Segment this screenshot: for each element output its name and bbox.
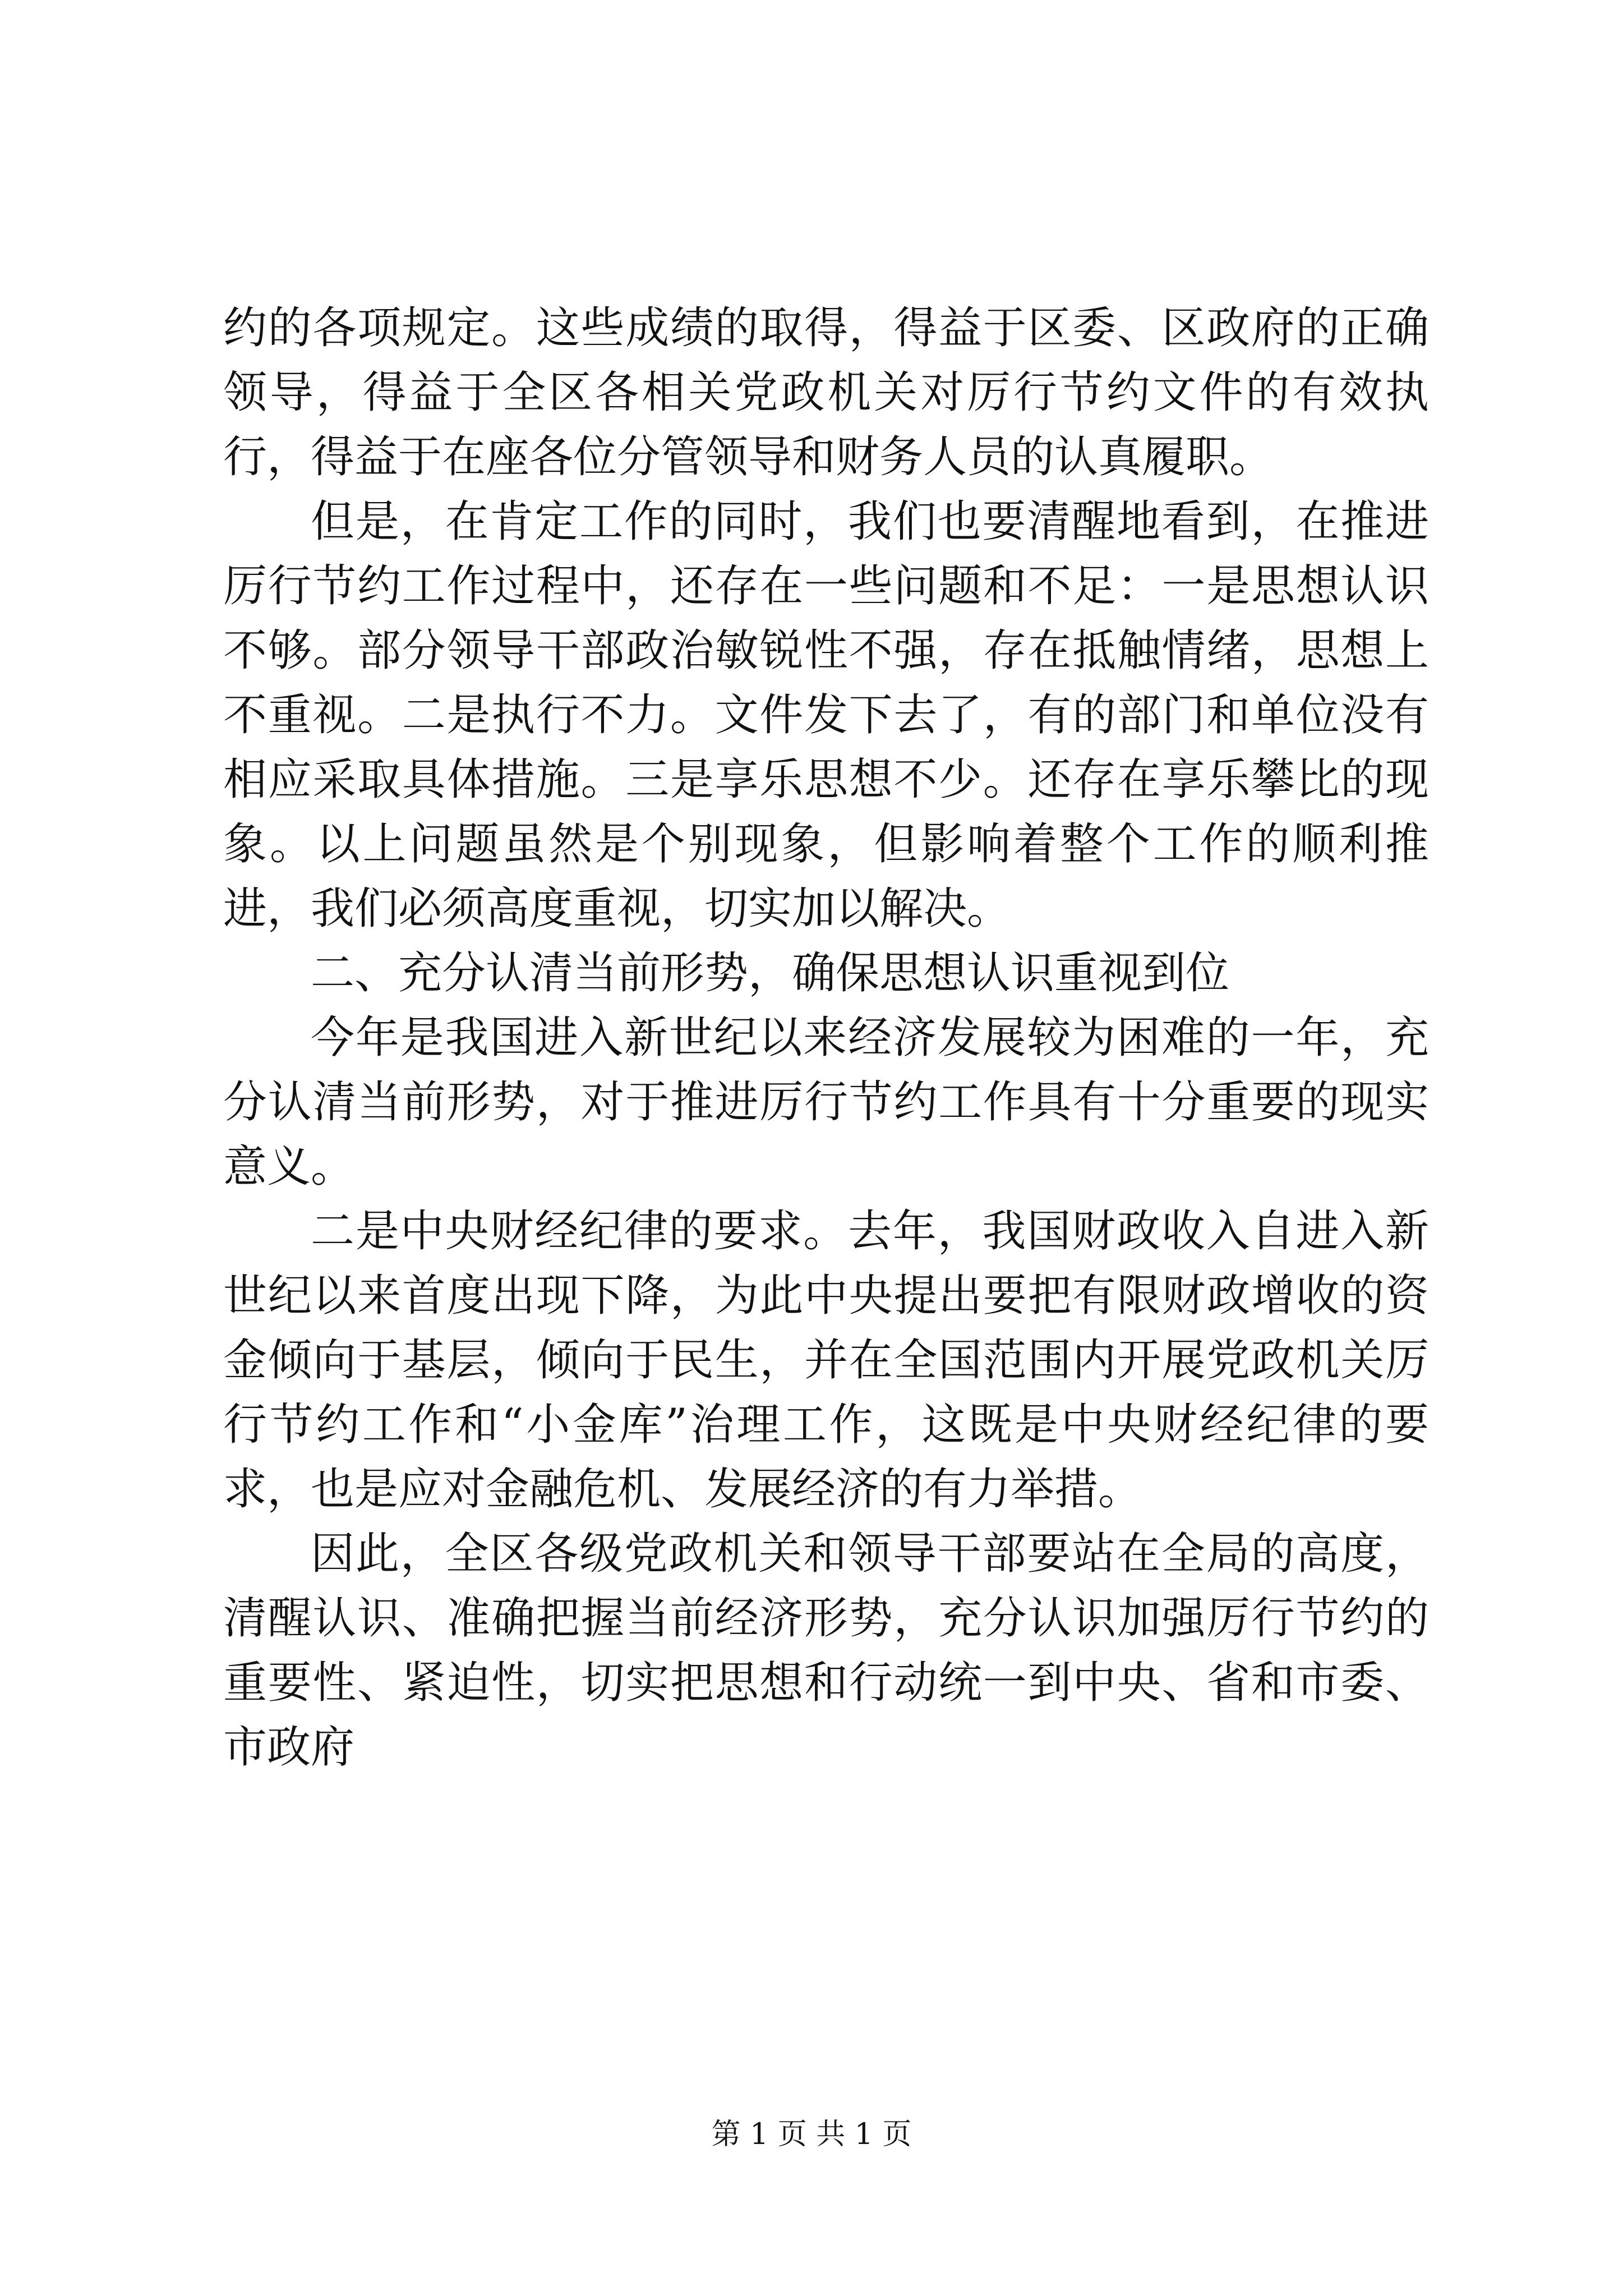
paragraph-4: 二是中央财经纪律的要求。去年，我国财政收入自进入新世纪以来首度出现下降，为此中央提出要把有限财政增收的资金倾向于基层，倾向于民生，并在全国范围内开展党政机关厉行节约工作和“小金库”治理工作，这既是中央财经纪律的要求，也是应对金融危机、发展经济的有力举措。 [223,1206,1429,1515]
paragraph-2: 但是，在肯定工作的同时，我们也要清醒地看到，在推进厉行节约工作过程中，还存在一些问题和不足：一是思想认识不够。部分领导干部政治敏锐性不强，存在抵触情绪，思想上不重视。二是执行不力。文件发下去了，有的部门和单位没有相应采取具体措施。三是享乐思想不少。还存在享乐攀比的现象。以上问题虽然是个别现象，但影响着整个工作的顺利推进，我们必须高度重视，切实加以解决。 [223,496,1429,934]
page-number-footer: 第 1 页 共 1 页 [711,2118,912,2151]
paragraph-5: 因此，全区各级党政机关和领导干部要站在全局的高度，清醒认识、准确把握当前经济形势，充分认识加强厉行节约的重要性、紧迫性，切实把思想和行动统一到中央、省和市委、市政府 [223,1529,1429,1773]
paragraph-3: 今年是我国进入新世纪以来经济发展较为困难的一年，充分认清当前形势，对于推进厉行节约工作具有十分重要的现实意义。 [223,1013,1429,1192]
section-heading: 二、充分认清当前形势，确保思想认识重视到位 [311,948,1230,999]
paragraph-1: 约的各项规定。这些成绩的取得，得益于区委、区政府的正确领导，得益于全区各相关党政机关对厉行节约文件的有效执行，得益于在座各位分管领导和财务人员的认真履职。 [223,303,1429,482]
document-body [223,296,1429,1780]
